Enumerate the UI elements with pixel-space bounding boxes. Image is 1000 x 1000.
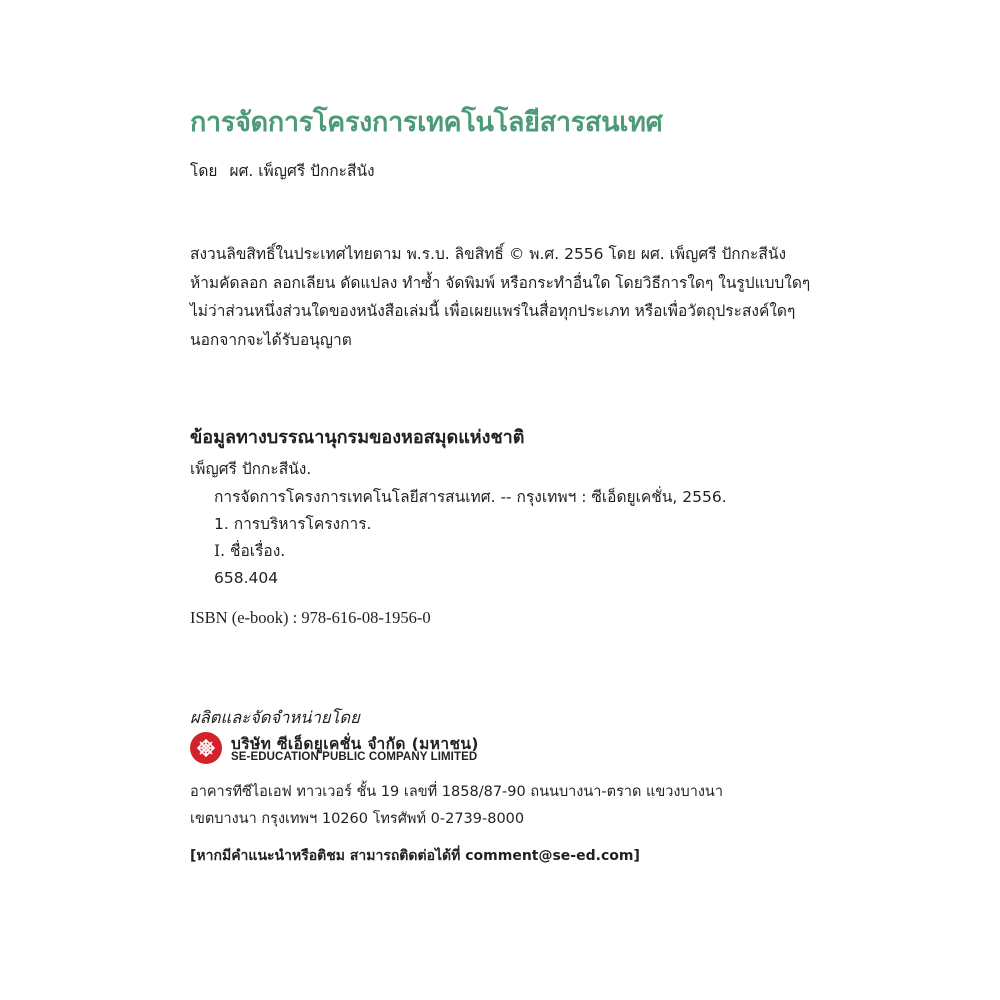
cataloging-title-entry: การจัดการโครงการเทคโนโลยีสารสนเทศ. -- กรุงเทพฯ : ซีเอ็ดยูเคชั่น, 2556. — [214, 488, 727, 506]
feedback-contact: [หากมีคำแนะนำหรือติชม สามารถติดต่อได้ที่ comment@se-ed.com] — [190, 848, 640, 864]
company-name-english: SE-EDUCATION PUBLIC COMPANY LIMITED — [231, 751, 478, 763]
author-prefix: โดย — [190, 162, 218, 180]
author-name: ผศ. เพ็ญศรี ปักกะสีนัง — [229, 162, 375, 180]
author-line — [190, 158, 375, 183]
address-line: เขตบางนา กรุงเทพฯ 10260 โทรศัพท์ 0-2739-8000 — [190, 810, 525, 827]
cataloging-author: เพ็ญศรี ปักกะสีนัง. — [190, 460, 312, 478]
copyright-notice — [190, 240, 810, 354]
company-name-thai: บริษัท ซีเอ็ดยูเคชั่น จำกัด (มหาชน) — [231, 735, 479, 753]
cataloging-subject: 1. การบริหารโครงการ. — [214, 515, 372, 533]
cataloging-entry — [214, 484, 727, 592]
copyright-line: นอกจากจะได้รับอนุญาต — [190, 330, 352, 349]
address-line: อาคารทีซีไอเอฟ ทาวเวอร์ ชั้น 19 เลขที่ 1858/87-90 ถนนบางนา-ตราด แขวงบางนา — [190, 784, 723, 800]
copyright-line: สงวนลิขสิทธิ์ในประเทศไทยตาม พ.ร.บ. ลิขสิทธิ์ © พ.ศ. 2556 โดย ผศ. เพ็ญศรี ปักกะสีนัง — [190, 245, 787, 263]
se-ed-logo-icon — [190, 732, 222, 764]
book-title: การจัดการโครงการเทคโนโลยีสารสนเทศ — [190, 107, 663, 138]
isbn: ISBN (e-book) : 978-616-08-1956-0 — [190, 608, 431, 627]
company-address — [190, 779, 723, 832]
cataloging-classification: 658.404 — [214, 569, 279, 587]
copyright-line: ไม่ว่าส่วนหนึ่งส่วนใดของหนังสือเล่มนี้ เพื่อเผยแพร่ในสื่อทุกประเภท หรือเพื่อวัตถุประสงค์ใดๆ — [190, 302, 796, 320]
cataloging-heading: ข้อมูลทางบรรณานุกรมของหอสมุดแห่งชาติ — [190, 427, 525, 448]
distribution-label: ผลิตและจัดจำหน่ายโดย — [190, 708, 360, 727]
copyright-line: ห้ามคัดลอก ลอกเลียน ดัดแปลง ทำซ้ำ จัดพิมพ์ หรือกระทำอื่นใด โดยวิธีการใดๆ ในรูปแบบใดๆ — [190, 273, 811, 292]
cataloging-title-added: I. ชื่อเรื่อง. — [214, 542, 286, 560]
